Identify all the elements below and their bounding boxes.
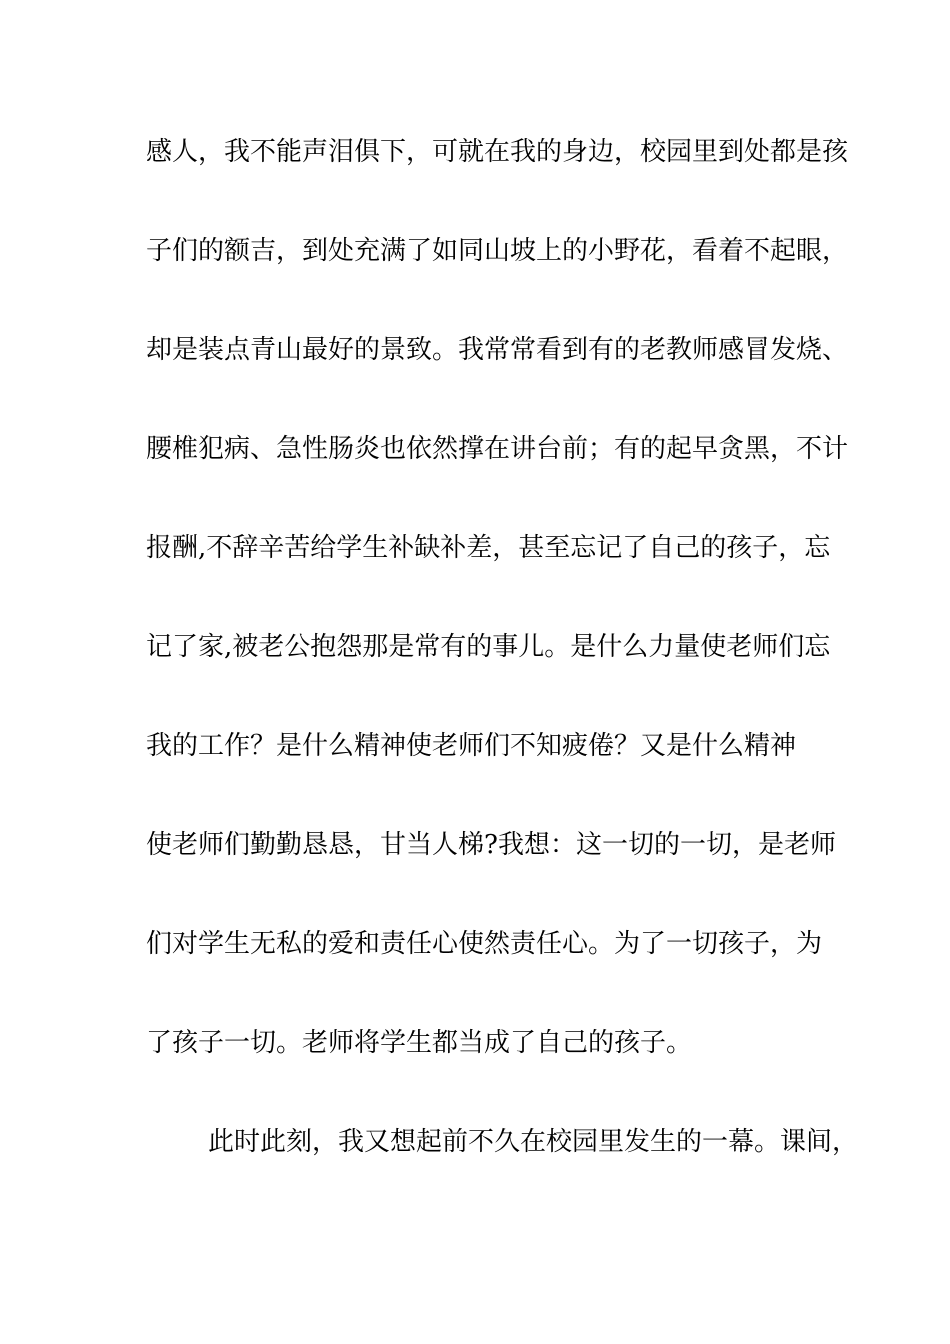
text-line-6: 记了家,被老公抱怨那是常有的事儿。是什么力量使老师们忘 — [146, 632, 831, 662]
text-line-10: 了孩子一切。老师将学生都当成了自己的孩子。 — [146, 1028, 693, 1058]
paragraph-start-line: 此时此刻，我又想起前不久在校园里发生的一幕。课间， — [208, 1127, 859, 1157]
text-line-3: 却是装点青山最好的景致。我常常看到有的老教师感冒发烧、 — [146, 335, 849, 365]
text-line-8: 使老师们勤勤恳恳，甘当人梯?我想：这一切的一切，是老师 — [146, 830, 836, 860]
text-line-1: 感人，我不能声泪俱下，可就在我的身边，校园里到处都是孩 — [146, 137, 849, 167]
text-line-2: 子们的额吉，到处充满了如同山坡上的小野花，看着不起眼， — [146, 236, 849, 266]
text-line-5: 报酬,不辞辛苦给学生补缺补差，甚至忘记了自己的孩子，忘 — [146, 533, 831, 563]
text-line-4: 腰椎犯病、急性肠炎也依然撑在讲台前；有的起早贪黑，不计 — [146, 434, 849, 464]
text-line-9: 们对学生无私的爱和责任心使然责任心。为了一切孩子，为 — [146, 929, 823, 959]
text-line-7: 我的工作？是什么精神使老师们不知疲倦？又是什么精神 — [146, 731, 797, 761]
